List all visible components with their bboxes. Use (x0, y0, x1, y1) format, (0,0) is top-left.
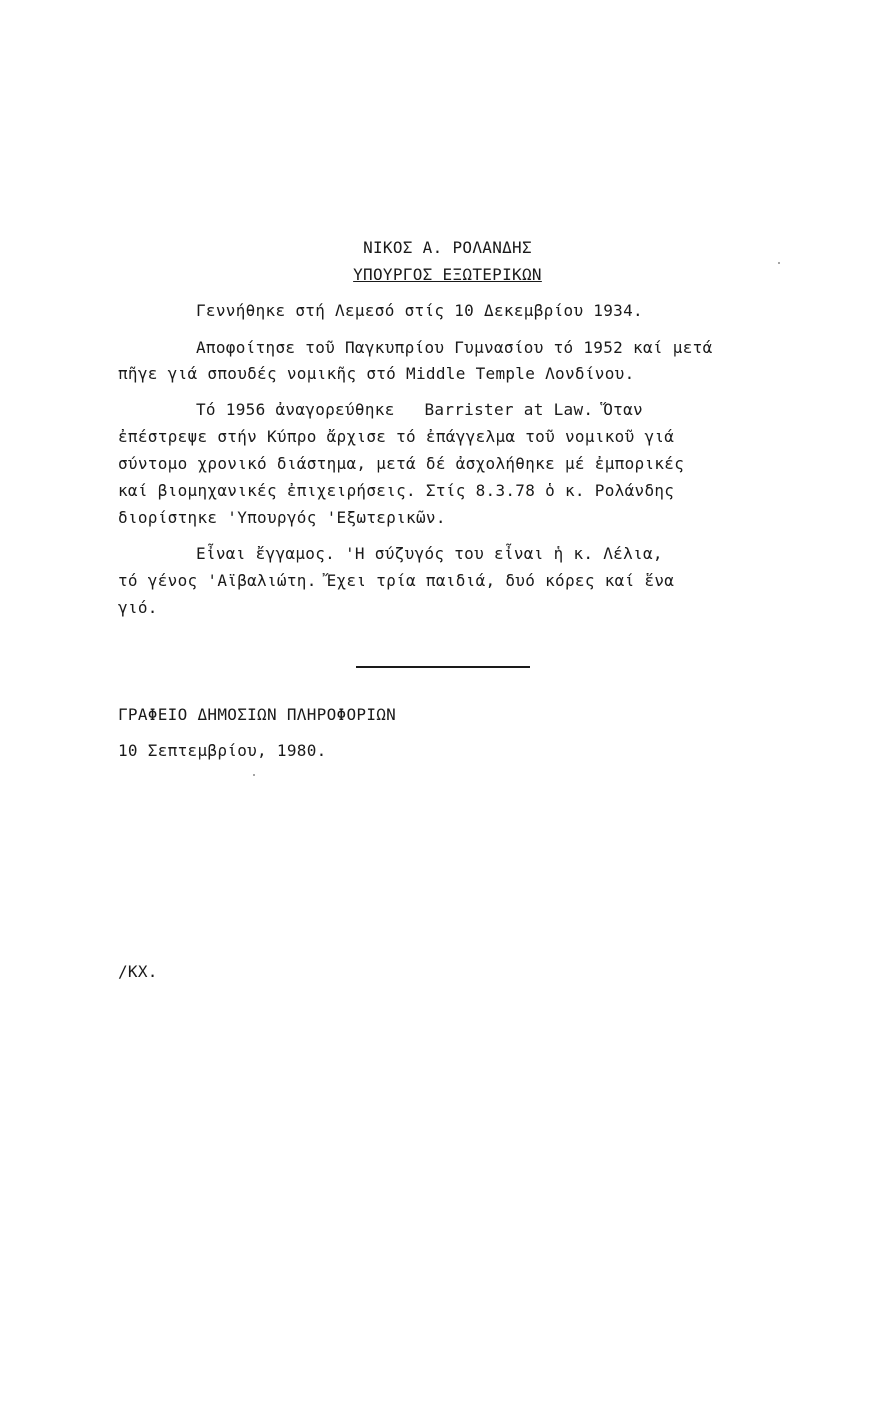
ministry-title: ΥΠΟΥΡΓΟΣ ΕΞΩΤΕΡΙΚΩΝ (353, 265, 542, 284)
family-line-2: τό γένος 'Αϊβαλιώτη. Ἔχει τρία παιδιά, δυό κόρες καί ἕνα (118, 571, 675, 590)
career-line-4: καί βιομηχανικές ἐπιχειρήσεις. Στίς 8.3.78 ὁ κ. Ρολάνδης (118, 481, 675, 500)
career-line-2: ἐπέστρεψε στήν Κύπρο ἄρχισε τό ἐπάγγελμα τοῦ νομικοῦ γιά (118, 427, 675, 446)
document-date: 10 Σεπτεμβρίου, 1980. (118, 741, 327, 760)
birth-paragraph: Γεννήθηκε στή Λεμεσό στίς 10 Δεκεμβρίου 1934. (196, 301, 643, 320)
career-line-3: σύντομο χρονικό διάστημα, μετά δέ ἀσχολήθηκε μέ ἐμπορικές (118, 454, 685, 473)
family-line-1: Εἶναι ἔγγαμος. 'Η σύζυγός του εἶναι ἡ κ. Λέλια, (196, 544, 663, 563)
office-name: ΓΡΑΦΕΙΟ ΔΗΜΟΣΙΩΝ ΠΛΗΡΟΦΟΡΙΩΝ (118, 705, 397, 724)
education-line-1: Αποφοίτησε τοῦ Παγκυπρίου Γυμνασίου τό 1952 καί μετά (196, 338, 713, 357)
education-line-2: πῆγε γιά σπουδές νομικῆς στό Middle Temple Λονδίνου. (118, 364, 635, 383)
family-line-3: γιό. (118, 598, 158, 617)
person-name: ΝΙΚΟΣ Α. ΡΟΛΑΝΔΗΣ (363, 238, 532, 257)
scan-speck (778, 262, 780, 264)
scan-speck (253, 774, 255, 776)
typist-initials: /ΚΧ. (118, 962, 158, 981)
career-line-5: διορίστηκε 'Υπουργός 'Εξωτερικῶν. (118, 508, 446, 527)
section-divider (356, 666, 530, 668)
career-line-1: Τό 1956 ἀναγορεύθηκε Barrister at Law. Ὅταν (196, 400, 643, 419)
